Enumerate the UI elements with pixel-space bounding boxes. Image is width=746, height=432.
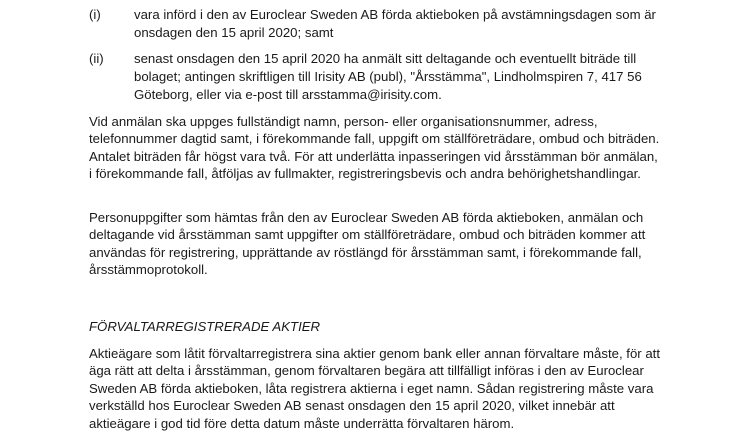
section-heading: FÖRVALTARREGISTRERADE AKTIER <box>89 319 321 334</box>
list-item-text: senast onsdagen den 15 april 2020 ha anmält sitt deltagande och eventuellt biträde till bolaget; antingen skriftligen till Irisity AB (publ), "Årsstämma", Lindholmspiren 7, 417 56 Göteborg, eller via e-post till arsstamma@irisity.com. <box>134 51 642 102</box>
personal-data-paragraph: Personuppgifter som hämtas från den av Euroclear Sweden AB förda aktieboken, anmälan och deltagande vid årsstämman samt uppgifter om ställföreträdare, ombud och biträden kommer att användas för registrering, upprättande av röstlängd för årsstämman samt, i förekommande fall, årsstämmoprotokoll. <box>89 210 646 278</box>
list-marker: (i) <box>89 7 101 22</box>
nominee-shares-paragraph: Aktieägare som låtit förvaltarregistrera sina aktier genom bank eller annan förvaltare måste, för att äga rätt att delta i årsstämman, genom förvaltaren begära att tillfälligt införas i den av Euroclear Sweden AB förda aktieboken, låta registrera aktierna i eget namn. Sådan registrering måste vara verkställd hos Euroclear Sweden AB senast onsdagen den 15 april 2020, vilket innebär att aktieägare i god tid före detta datum måste underrätta förvaltaren härom. <box>89 346 660 431</box>
list-item-text: vara införd i den av Euroclear Sweden AB förda aktieboken på avstämningsdagen som är onsdagen den 15 april 2020; samt <box>134 7 656 40</box>
registration-paragraph: Vid anmälan ska uppges fullständigt namn, person- eller organisationsnummer, adress, telefonnummer dagtid samt, i förekommande fall, uppgift om ställföreträdare, ombud och biträden. Antalet biträden får högst vara två. För att underlätta inpasseringen vid årsstämman bör anmälan, i förekommande fall, åtföljas av fullmakter, registreringsbevis och andra behörighetshandlingar. <box>89 114 660 182</box>
list-marker: (ii) <box>89 51 104 66</box>
